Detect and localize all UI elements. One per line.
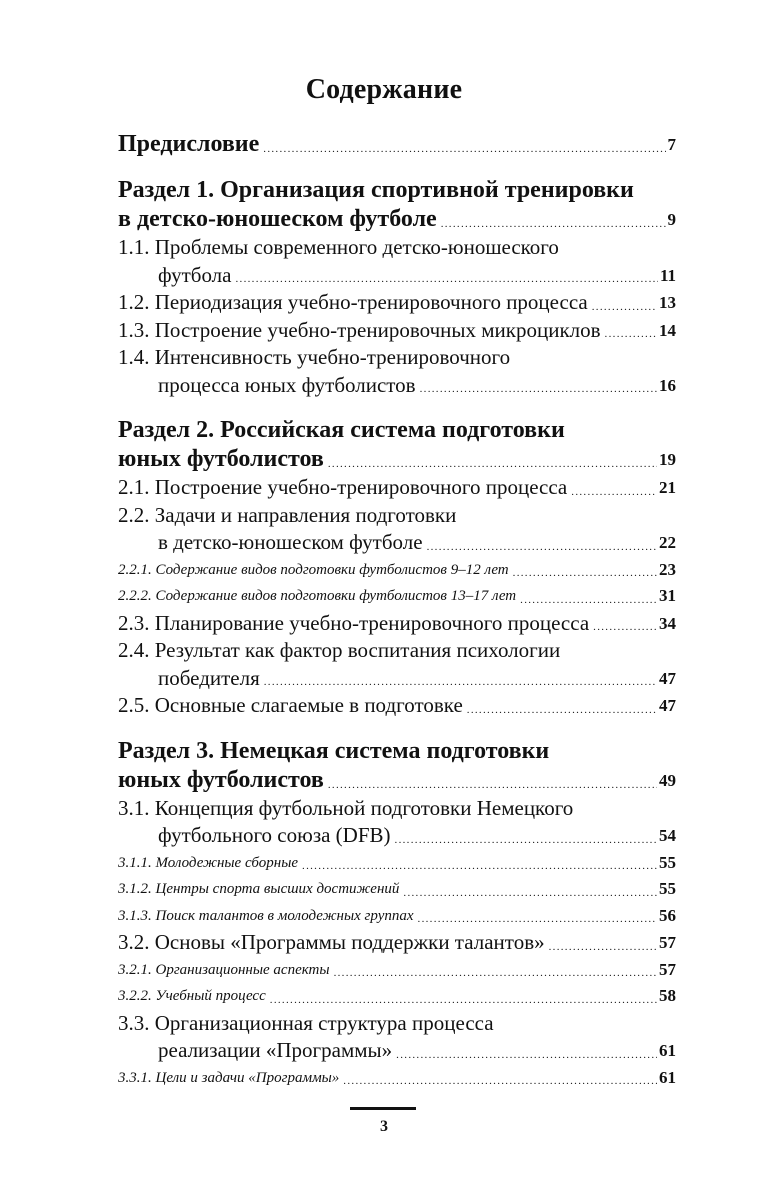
- toc-entry-3-2[interactable]: [118, 929, 676, 957]
- toc-page-number: 58: [659, 986, 676, 1005]
- footer-rule: [350, 1107, 416, 1110]
- toc-entry-text: 3.1.1. Молодежные сборные: [118, 854, 299, 871]
- toc-page-number: 57: [659, 933, 676, 952]
- toc-entry-3-2-1[interactable]: [118, 957, 676, 984]
- toc-entry-text-cont: в детско-юношеском футболе: [158, 530, 423, 554]
- toc-page-number: 56: [659, 905, 676, 925]
- toc-entry-text: юных футболистов: [118, 766, 324, 793]
- toc-page-number: 13: [659, 293, 676, 312]
- toc-section-3-heading-cont[interactable]: [118, 766, 676, 795]
- toc-page-number: 47: [659, 668, 676, 688]
- toc-entry-text: 3.1.2. Центры спорта высших достижений: [118, 881, 400, 897]
- dot-leader: [403, 889, 657, 897]
- dot-leader: [396, 1051, 657, 1059]
- toc-entry-text: 1.2. Периодизация учебно-тренировочного процесса: [118, 290, 588, 314]
- toc-page-number: 11: [659, 265, 676, 285]
- toc-entry-text-cont: футбола: [158, 262, 232, 287]
- toc-page-number: 19: [659, 450, 676, 469]
- toc-entry-text: 3.2.1. Организационные аспекты: [118, 961, 330, 978]
- dot-leader: [593, 623, 657, 631]
- toc-entry-2-5[interactable]: [118, 692, 676, 720]
- toc-page-number: 47: [659, 696, 676, 715]
- toc-section-1-heading-cont[interactable]: [118, 205, 676, 234]
- dot-leader: [571, 488, 657, 496]
- toc-entry-text: в детско-юношеском футболе: [118, 206, 437, 232]
- toc-entry-1-3[interactable]: [118, 317, 676, 345]
- toc-entry-text: 2.2.1. Содержание видов подготовки футболистов 9–12 лет: [118, 561, 509, 578]
- dot-leader: [264, 678, 657, 686]
- toc-page-number: 34: [659, 613, 676, 633]
- toc-entry-1-1[interactable]: [118, 234, 676, 289]
- dot-leader: [513, 569, 657, 577]
- toc-entry-text-cont: процесса юных футболистов: [158, 372, 416, 397]
- toc-entry-2-3[interactable]: [118, 610, 676, 638]
- toc-entry-text: 2.5. Основные слагаемые в подготовке: [118, 693, 463, 717]
- toc-page-number: 16: [659, 375, 676, 395]
- toc-page-number: 61: [659, 1041, 676, 1060]
- dot-leader: [395, 836, 657, 844]
- dot-leader: [302, 862, 657, 870]
- toc-page-number: 61: [659, 1067, 676, 1087]
- toc-entry-text: 3.2. Основы «Программы поддержки талантов»: [118, 930, 545, 954]
- toc-entry-2-2-1[interactable]: [118, 557, 676, 584]
- toc-page-number: 23: [659, 559, 676, 579]
- dot-leader: [343, 1077, 657, 1085]
- toc-section-1-heading[interactable]: Раздел 1. Организация спортивной тренировки: [118, 177, 634, 203]
- toc-entry-text: 3.2.2. Учебный процесс: [118, 988, 266, 1004]
- toc-entry-text: 2.1. Построение учебно-тренировочного процесса: [118, 475, 568, 499]
- dot-leader: [467, 706, 657, 714]
- toc-page-number: 31: [659, 586, 676, 605]
- dot-leader: [520, 596, 657, 604]
- dot-leader: [270, 996, 657, 1004]
- toc-entry-text: Предисловие: [118, 131, 260, 157]
- toc-section-2-heading[interactable]: Раздел 2. Российская система подготовки: [118, 417, 565, 443]
- toc-section-3-heading[interactable]: Раздел 3. Немецкая система подготовки: [118, 737, 550, 764]
- dot-leader: [263, 145, 665, 153]
- dot-leader: [418, 915, 657, 923]
- toc-entry-text: 1.1. Проблемы современного детско-юношеского: [118, 235, 559, 259]
- toc-section-2-heading-cont[interactable]: [118, 445, 676, 474]
- toc-entry-3-3[interactable]: [118, 1010, 676, 1065]
- toc-page-number: 55: [659, 852, 676, 872]
- toc-page-number: 7: [667, 135, 676, 154]
- toc-entry-1-2[interactable]: [118, 289, 676, 317]
- toc-entry-3-1[interactable]: [118, 795, 676, 850]
- toc-entry-2-1[interactable]: [118, 474, 676, 502]
- toc-entry-1-4[interactable]: [118, 344, 676, 399]
- toc-entry-preface[interactable]: [118, 130, 676, 159]
- dot-leader: [427, 543, 657, 551]
- dot-leader: [420, 385, 657, 393]
- toc-entry-text: 2.2.2. Содержание видов подготовки футболистов 13–17 лет: [118, 588, 517, 604]
- toc-entry-2-4[interactable]: [118, 637, 676, 692]
- toc-page-number: 49: [659, 770, 676, 790]
- dot-leader: [328, 781, 657, 789]
- dot-leader: [605, 330, 657, 338]
- toc-entry-text-cont: победителя: [158, 665, 260, 690]
- toc-entry-text: 3.1. Концепция футбольной подготовки Немецкого: [118, 795, 574, 820]
- toc-entry-text: 2.3. Планирование учебно-тренировочного процесса: [118, 610, 590, 635]
- toc-entry-text: 3.3. Организационная структура процесса: [118, 1010, 494, 1035]
- page-title: Содержание: [305, 74, 463, 105]
- toc-page-number: 21: [659, 478, 676, 497]
- toc-page-number: 9: [667, 210, 676, 229]
- dot-leader: [592, 303, 657, 311]
- dot-leader: [549, 943, 657, 951]
- toc-entry-2-2-2[interactable]: [118, 583, 676, 610]
- toc-page-number: 55: [659, 879, 676, 898]
- dot-leader: [328, 460, 657, 468]
- toc-page-number: 22: [659, 533, 676, 552]
- toc-entry-3-1-3[interactable]: [118, 903, 676, 930]
- toc-page-number: 14: [659, 320, 676, 340]
- toc-page-number: 57: [659, 959, 676, 979]
- toc-entry-text: юных футболистов: [118, 446, 324, 472]
- toc-entry-2-2[interactable]: [118, 502, 676, 557]
- page-number: 3: [380, 1118, 388, 1135]
- toc-entry-text-cont: реализации «Программы»: [158, 1038, 393, 1062]
- toc-entry-text: 2.2. Задачи и направления подготовки: [118, 502, 457, 527]
- toc-entry-text: 1.3. Построение учебно-тренировочных микроциклов: [118, 317, 601, 342]
- toc-entry-text: 2.4. Результат как фактор воспитания психологии: [118, 638, 561, 662]
- dot-leader: [441, 220, 666, 228]
- toc-page-number: 54: [659, 826, 676, 845]
- toc-entry-text: 3.1.3. Поиск талантов в молодежных группах: [118, 907, 414, 924]
- toc-entry-text-cont: футбольного союза (DFB): [158, 823, 391, 847]
- toc-entry-3-2-2[interactable]: [118, 983, 676, 1010]
- dot-leader: [235, 275, 657, 283]
- toc-entry-3-1-1[interactable]: [118, 850, 676, 877]
- dot-leader: [334, 969, 657, 977]
- toc-entry-3-3-1[interactable]: [118, 1065, 676, 1092]
- table-of-contents: [118, 130, 676, 1091]
- toc-entry-text: 1.4. Интенсивность учебно-тренировочного: [118, 345, 511, 369]
- toc-entry-3-1-2[interactable]: [118, 876, 676, 903]
- toc-entry-text: 3.3.1. Цели и задачи «Программы»: [118, 1069, 340, 1086]
